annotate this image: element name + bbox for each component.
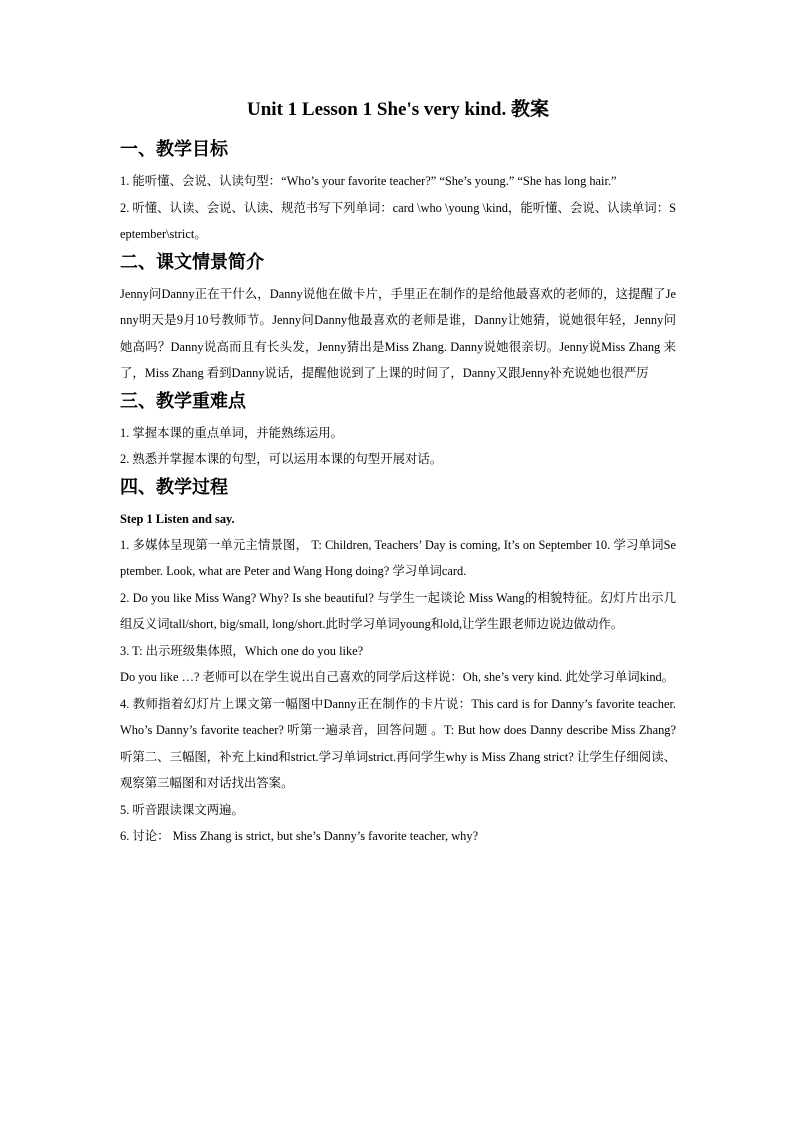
key-point-item-1: 1. 掌握本课的重点单词，并能熟练运用。 bbox=[120, 425, 344, 440]
step-heading: Step 1 Listen and say. bbox=[120, 511, 235, 526]
process-item-2: 2. Do you like Miss Wang? Why? Is she beautiful? 与学生一起谈论 Miss Wang的相貌特征。幻灯片出示几组反义词tall/short, big/small, long/short.此时学习单词young和old,让学生跟老师边说边做动作。 bbox=[120, 590, 676, 631]
document-content bbox=[120, 96, 676, 850]
context-paragraph: Jenny问Danny正在干什么，Danny说他在做卡片，手里正在制作的是给他最喜欢的老师的，这提醒了Jenny明天是9月10号教师节。Jenny问Danny他最喜欢的老师是谁，Danny让她猜，说她很年轻，Jenny问她高吗？Danny说高而且有长头发，Jenny猜出是Miss Zhang. Danny说她很亲切。Jenny说Miss Zhang 来了，Miss Zhang 看到Danny说话，提醒他说到了上课的时间了，Danny又跟Jenny补充说她也很严厉 bbox=[120, 286, 676, 380]
process-item-1: 1. 多媒体呈现第一单元主情景图， T: Children, Teachers’ Day is coming, It’s on September 10. 学习单词September. Look, what are Peter and Wang Hong doing? 学习单词card. bbox=[120, 537, 676, 578]
process-item-5: 5. 听音跟读课文两遍。 bbox=[120, 802, 244, 817]
section-heading-context: 二、课文情景简介 bbox=[120, 251, 264, 273]
section-heading-key-points: 三、教学重难点 bbox=[120, 390, 246, 412]
process-item-3: 3. T: 出示班级集体照，Which one do you like? bbox=[120, 643, 364, 658]
process-item-6: 6. 讨论： Miss Zhang is strict, but she’s Danny’s favorite teacher, why? bbox=[120, 829, 479, 843]
key-point-item-2: 2. 熟悉并掌握本课的句型，可以运用本课的句型开展对话。 bbox=[120, 452, 443, 466]
section-heading-process: 四、教学过程 bbox=[120, 476, 228, 498]
section-heading-objectives: 一、教学目标 bbox=[120, 139, 228, 160]
objective-item-2: 2. 听懂、认读、会说、认读、规范书写下列单词：card \who \young \kind，能听懂、会说、认读单词：September\strict。 bbox=[120, 200, 676, 241]
document-title: Unit 1 Lesson 1 She's very kind. 教案 bbox=[247, 99, 549, 120]
process-item-3-continued: Do you like …? 老师可以在学生说出自己喜欢的同学后这样说：Oh, she’s very kind. 此处学习单词kind。 bbox=[120, 670, 675, 684]
process-item-4: 4. 教师指着幻灯片上课文第一幅图中Danny正在制作的卡片说：This card is for Danny’s favorite teacher. Who’s Danny’s favorite teacher? 听第一遍录音，回答问题 。T: But how does Danny describe Miss Zhang? 听第二、三幅图，补充上kind和strict.学习单词strict.再问学生why is Miss Zhang strict? 让学生仔细阅读、观察第三幅图和对话找出答案。 bbox=[120, 696, 676, 790]
objective-item-1: 1. 能听懂、会说、认读句型：“Who’s your favorite teacher?” “She’s young.” “She has long hair.” bbox=[120, 174, 617, 188]
